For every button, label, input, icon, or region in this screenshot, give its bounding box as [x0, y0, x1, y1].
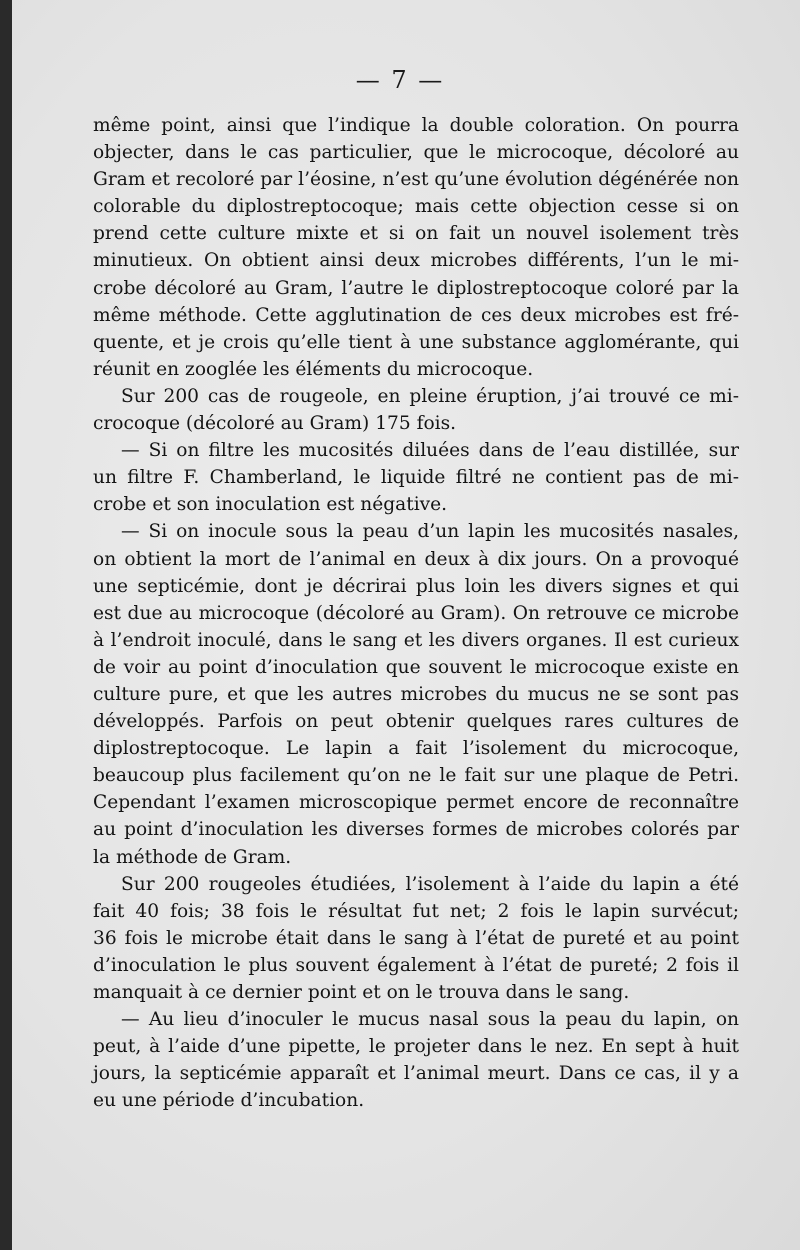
- text-line: 36 fois le microbe était dans le sang à l’état de pureté et au point: [93, 927, 739, 949]
- text-line: à l’endroit inoculé, dans le sang et les divers organes. Il est curieux: [93, 629, 739, 651]
- text-line: même point, ainsi que l’indique la double coloration. On pourra: [93, 115, 739, 136]
- text-line: colorable du diplostreptocoque; mais cette objection cesse si on: [93, 196, 739, 218]
- text-line: objecter, dans le cas particulier, que le microcoque, décoloré au: [93, 142, 739, 164]
- text-line: un filtre F. Chamberland, le liquide filtré ne contient pas de mi-: [93, 467, 739, 489]
- text-line: diplostreptocoque. Le lapin a fait l’isolement du microcoque,: [93, 738, 739, 760]
- text-line: beaucoup plus facilement qu’on ne le fait sur une plaque de Petri.: [93, 765, 739, 787]
- text-line: crobe décoloré au Gram, l’autre le diplostreptocoque coloré par la: [93, 277, 739, 299]
- text-line: culture pure, et que les autres microbes du mucus ne se sont pas: [93, 683, 739, 705]
- text-line: — Si on filtre les mucosités diluées dans de l’eau distillée, sur: [121, 440, 739, 462]
- text-line: la méthode de Gram.: [93, 846, 292, 868]
- text-line: développés. Parfois on peut obtenir quelques rares cultures de: [93, 711, 739, 733]
- text-line: au point d’inoculation les diverses formes de microbes colorés par: [93, 819, 739, 841]
- text-line: réunit en zooglée les éléments du microcoque.: [93, 358, 534, 380]
- text-line: manquait à ce dernier point et on le trouva dans le sang.: [93, 982, 630, 1003]
- text-line: quente, et je crois qu’elle tient à une substance agglomérante, qui: [93, 331, 739, 353]
- text-line: Cependant l’examen microscopique permet encore de reconnaître: [93, 792, 739, 814]
- text-line: même méthode. Cette agglutination de ces deux microbes est fré-: [93, 304, 739, 326]
- text-line: — Si on inocule sous la peau d’un lapin les mucosités nasales,: [121, 521, 739, 543]
- text-line: crocoque (décoloré au Gram) 175 fois.: [93, 413, 457, 435]
- text-line: fait 40 fois; 38 fois le résultat fut net; 2 fois le lapin survécut;: [93, 900, 739, 922]
- text-line: une septicémie, dont je décrirai plus loin les divers signes et qui: [93, 575, 739, 597]
- text-line: eu une période d’incubation.: [93, 1090, 365, 1112]
- text-line: Gram et recoloré par l’éosine, n’est qu’une évolution dégénérée non: [93, 169, 739, 191]
- text-line: — Au lieu d’inoculer le mucus nasal sous la peau du lapin, on: [121, 1009, 739, 1031]
- text-line: prend cette culture mixte et si on fait un nouvel isolement très: [93, 223, 739, 245]
- text-line: de voir au point d’inoculation que souvent le microcoque existe en: [93, 656, 739, 678]
- page-number: — 7 —: [355, 66, 445, 94]
- text-line: jours, la septicémie apparaît et l’animal meurt. Dans ce cas, il y a: [93, 1063, 739, 1085]
- text-line: peut, à l’aide d’une pipette, le projeter dans le nez. En sept à huit: [93, 1036, 739, 1058]
- text-line: d’inoculation le plus souvent également à l’état de pureté; 2 fois il: [93, 954, 739, 976]
- text-line: minutieux. On obtient ainsi deux microbes différents, l’un le mi-: [93, 250, 739, 272]
- text-line: crobe et son inoculation est négative.: [93, 494, 448, 516]
- text-line: Sur 200 rougeoles étudiées, l’isolement à l’aide du lapin a été: [121, 873, 739, 895]
- text-line: Sur 200 cas de rougeole, en pleine éruption, j’ai trouvé ce mi-: [121, 385, 739, 407]
- text-line: est due au microcoque (décoloré au Gram). On retrouve ce microbe: [93, 602, 739, 624]
- text-line: on obtient la mort de l’animal en deux à dix jours. On a provoqué: [93, 548, 739, 570]
- body-text: [93, 112, 739, 1114]
